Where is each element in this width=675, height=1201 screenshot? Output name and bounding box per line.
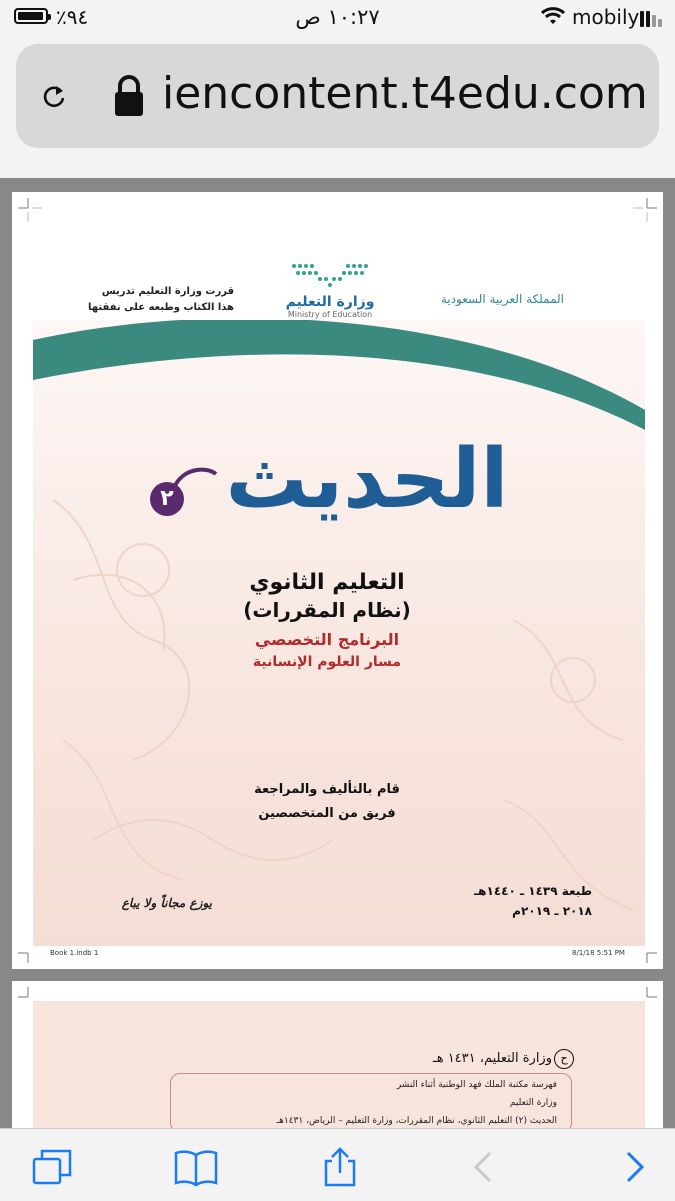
level-title: التعليم الثانوي bbox=[249, 570, 405, 595]
authorship-line: قام بالتأليف والمراجعة bbox=[254, 782, 400, 797]
document-viewer[interactable] bbox=[0, 178, 675, 1130]
free-distribution-note: يوزع مجاناً ولا يباع bbox=[121, 896, 212, 910]
edition-hijri: طبعة ١٤٣٩ ـ ١٤٤٠هـ bbox=[474, 884, 592, 898]
catalog-line: وزارة التعليم bbox=[509, 1098, 557, 1108]
catalog-line: الحديث (٢) التعليم الثانوي، نظام المقررات، وزارة التعليم – الرياض، ١٤٣١هـ bbox=[276, 1116, 557, 1126]
kingdom-name: المملكة العربية السعودية bbox=[440, 292, 564, 306]
decree-text: قررت وزارة التعليم تدريس هذا الكتاب وطبعه على نفقتها bbox=[88, 286, 234, 313]
crop-mark-icon bbox=[18, 198, 42, 222]
catalog-line: فهرسة مكتبة الملك فهد الوطنية أثناء النشر bbox=[396, 1080, 557, 1090]
clock: ١٠:٢٧ ص bbox=[295, 5, 380, 29]
edition-gregorian: ٢٠١٨ ـ ٢٠١٩م bbox=[512, 904, 592, 918]
ministry-name-ar: وزارة التعليم bbox=[285, 294, 375, 310]
ministry-logo bbox=[270, 262, 390, 319]
forward-icon[interactable] bbox=[612, 1147, 656, 1187]
browser-toolbar bbox=[0, 1128, 675, 1201]
url-text[interactable]: iencontent.t4edu.com bbox=[162, 68, 648, 119]
print-slug-date: 8/1/18 5:51 PM bbox=[572, 949, 625, 957]
ministry-logo-icon bbox=[290, 262, 370, 290]
back-icon[interactable] bbox=[462, 1147, 506, 1187]
teal-arc-band bbox=[33, 320, 645, 440]
print-slug-file: Book 1.indb 1 bbox=[50, 949, 99, 957]
tabs-icon[interactable] bbox=[30, 1147, 74, 1187]
lock-icon bbox=[112, 74, 146, 118]
share-icon[interactable] bbox=[318, 1147, 362, 1187]
system-title: (نظام المقررات) bbox=[243, 598, 411, 622]
track-title: مسار العلوم الإنسانية bbox=[252, 654, 402, 670]
authors-line: فريق من المتخصصين bbox=[258, 806, 396, 821]
crop-mark-icon bbox=[633, 198, 657, 222]
carrier-name: mobily bbox=[572, 5, 640, 29]
program-title: البرنامج التخصصي bbox=[254, 630, 400, 649]
battery-percent: ٪٩٤ bbox=[56, 5, 89, 29]
ministry-name-en: Ministry of Education bbox=[287, 310, 373, 319]
book-title: الحديث bbox=[225, 432, 509, 527]
signal-icon bbox=[640, 9, 666, 27]
status-bar bbox=[0, 0, 675, 36]
copyright-symbol: ح bbox=[554, 1049, 574, 1069]
volume-badge: ٢ bbox=[150, 482, 184, 516]
copyright-line: وزارة التعليم، ١٤٣١ هـ bbox=[432, 1051, 552, 1066]
address-bar[interactable] bbox=[16, 44, 659, 148]
reload-icon[interactable] bbox=[40, 82, 68, 110]
wifi-icon bbox=[540, 6, 566, 26]
page-2 bbox=[12, 981, 663, 1141]
catalog-box bbox=[170, 1073, 572, 1133]
bookmarks-icon[interactable] bbox=[174, 1147, 218, 1187]
page-1 bbox=[12, 192, 663, 969]
